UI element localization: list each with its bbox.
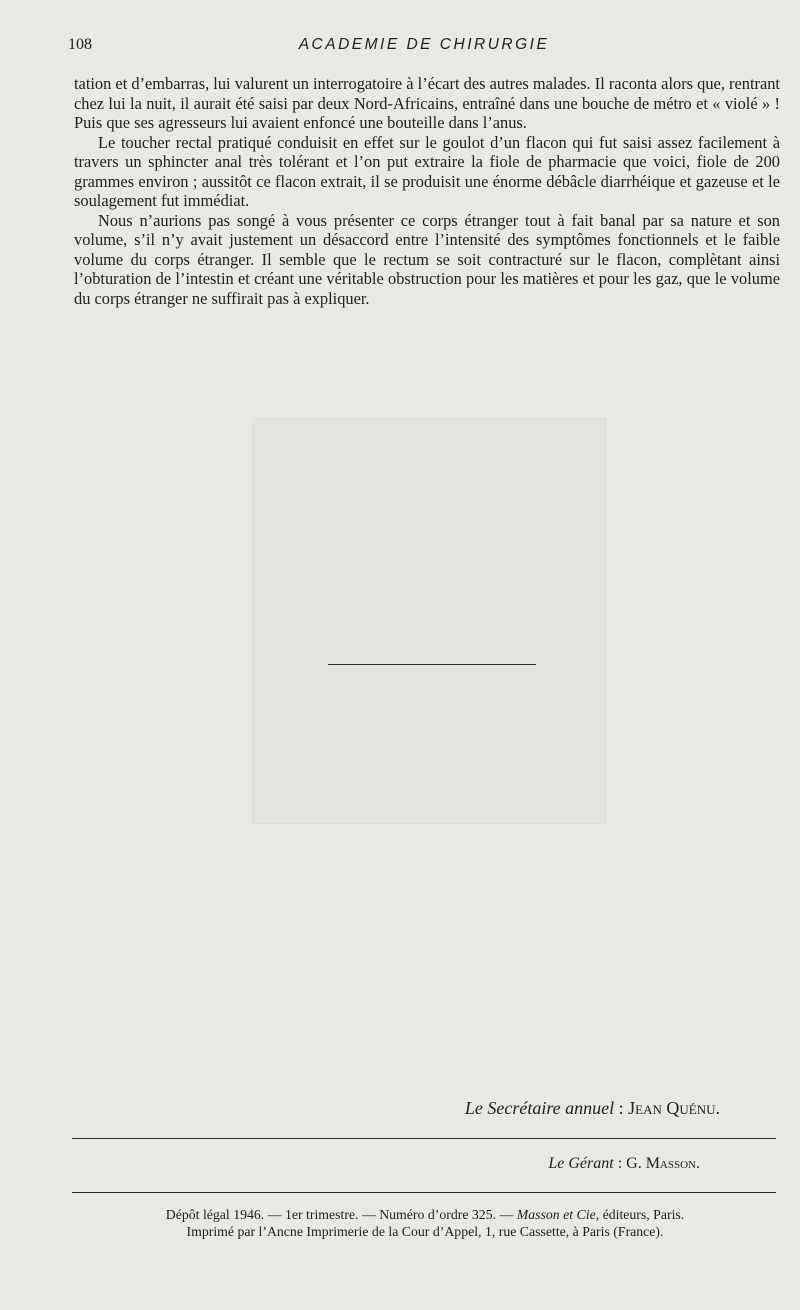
paragraph-1: tation et d’embarras, lui valurent un interrogatoire à l’écart des autres malades. Il raconta alors que, rentrant chez lui la nuit, il aurait été saisi par deux Nord-Africains, entraîné dans une bouche de métro et « violé » ! Puis que ses agresseurs lui avaient enfoncé une bouteille dans l’anus.: [74, 74, 780, 132]
article-body: [74, 74, 780, 308]
page-number: 108: [68, 36, 92, 53]
footer-rule-bottom: [72, 1192, 776, 1193]
imprint-line-1: [72, 1206, 778, 1223]
imprint-publisher-tail: , éditeurs, Paris.: [595, 1207, 685, 1222]
gerant-label: Le Gérant: [548, 1155, 614, 1172]
gerant-separator: :: [613, 1155, 627, 1172]
gerant-name: G. Masson.: [626, 1155, 700, 1172]
page-header: [68, 36, 780, 60]
paragraph-2: Le toucher rectal pratiqué conduisit en effet sur le goulot d’un flacon qui fut saisi assez facilement à travers un sphincter anal très tolérant et l’on put extraire la fiole de pharmacie que voici, fiole de 200 grammes environ ; aussitôt ce flacon extrait, il se produisit une énorme débâcle diarrhéique et gazeuse et le soulagement fut immédiat.: [74, 132, 780, 210]
secretary-name: Jean Quénu.: [628, 1098, 720, 1118]
footer-rule-top: [72, 1138, 776, 1139]
secretary-signature: [300, 1098, 720, 1119]
imprint-block: [72, 1206, 778, 1240]
paragraph-3: Nous n’aurions pas songé à vous présenter ce corps étranger tout à fait banal par sa nature et son volume, s’il n’y avait justement un désaccord entre l’intensité des symptômes fonctionnels et le faible volume du corps étranger. Il semble que le rectum se soit contracturé sur le flacon, complètant ainsi l’obturation de l’intestin et créant une véritable obstruction pour les matières et pour les gaz, que le volume du corps étranger ne suffirait pas à expliquer.: [74, 210, 780, 308]
secretary-separator: :: [614, 1098, 629, 1118]
secretary-label: Le Secrétaire annuel: [464, 1098, 615, 1118]
gerant-signature: [300, 1155, 700, 1173]
imprint-legal-deposit: Dépôt légal 1946. — 1er trimestre. — Numéro d’ordre 325. —: [165, 1207, 517, 1222]
imprint-publisher: Masson et Cie: [516, 1207, 596, 1222]
end-of-article-rule: [328, 664, 536, 665]
running-title: ACADEMIE DE CHIRURGIE: [298, 36, 550, 53]
faded-figure-area: [252, 418, 606, 824]
imprint-line-2: Imprimé par l’Ancne Imprimerie de la Cour d’Appel, 1, rue Cassette, à Paris (France).: [186, 1224, 664, 1239]
